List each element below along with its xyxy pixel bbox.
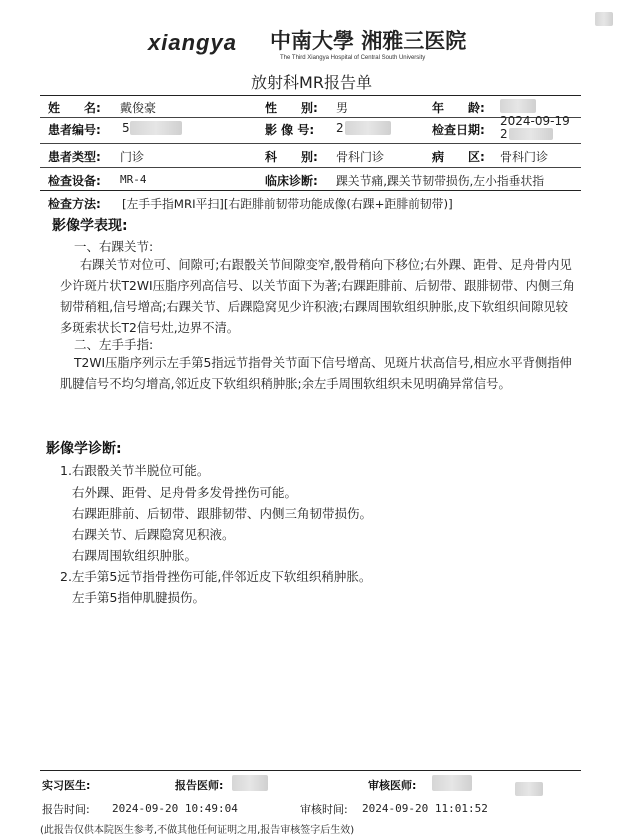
findings-paragraph-right-ankle: 右踝关节对位可、间隙可;右跟骰关节间隙变窄,骰骨稍向下移位;右外踝、距骨、足舟骨内见少许斑片状T2WI压脂序列高信号、以关节面下为著;右踝距腓前、后韧带、跟腓韧带、内侧三角韧带稍粗,信号增高;右踝关节、后踝隐窝见少许积液;右踝周围软组织肿胀,皮下软组织间隙见较多斑索状长T2信号灶,边界不清。 <box>60 258 575 335</box>
findings-section-right-ankle: 一、右踝关节: <box>74 239 154 254</box>
findings-title: 影像学表现: <box>52 218 128 234</box>
hospital-logo-cn: 中南大學 湘雅三医院 <box>270 28 467 53</box>
patient-id-value: 5 <box>122 121 130 135</box>
review-time-label: 审核时间: <box>300 803 348 816</box>
exam-time-redacted <box>509 128 553 140</box>
image-no-value: 2 <box>336 121 344 135</box>
exam-method-value: [左手手指MRI平扫][右距腓前韧带功能成像(右踝+距腓前韧带)] <box>122 197 453 211</box>
diagnosis-line: 右踝距腓前、后韧带、跟腓韧带、内侧三角韧带损伤。 <box>72 506 373 521</box>
report-time-value: 2024-09-20 10:49:04 <box>112 802 238 815</box>
age-label: 年 龄: <box>432 101 485 115</box>
footer-divider <box>40 770 581 771</box>
patient-id-redacted <box>130 121 182 135</box>
diagnosis-line: 左手第5指伸肌腱损伤。 <box>72 590 205 605</box>
ward-value: 骨科门诊 <box>500 150 549 164</box>
reporter-label: 报告医师: <box>175 779 224 792</box>
image-no-redacted <box>345 121 391 135</box>
reviewer-signature-redacted <box>432 775 472 791</box>
exam-method-label: 检查方法: <box>48 197 101 211</box>
patient-type-label: 患者类型: <box>48 150 101 164</box>
clinical-diagnosis-label: 临床诊断: <box>265 174 318 188</box>
hospital-logo-en: xiangya <box>148 30 237 55</box>
exam-date-value: 2024-09-19 <box>500 114 570 128</box>
exam-date-label: 检查日期: <box>432 123 485 137</box>
exam-time-value: 2 <box>500 127 508 141</box>
diagnosis-line: 右外踝、距骨、足舟骨多发骨挫伤可能。 <box>72 485 298 500</box>
hospital-logo-subtitle: The Third Xiangya Hospital of Central South University <box>280 55 426 61</box>
stamp-redacted <box>515 782 543 796</box>
device-value: MR-4 <box>120 173 147 186</box>
findings-paragraph-left-finger: T2WI压脂序列示左手第5指远节指骨关节面下信号增高、见斑片状高信号,相应水平背侧指伸肌腱信号不均匀增高,邻近皮下软组织稍肿胀;余左手周围软组织未见明确异常信号。 <box>60 356 572 391</box>
diagnosis-line: 右踝周围软组织肿胀。 <box>72 548 198 563</box>
patient-id-label: 患者编号: <box>48 123 101 137</box>
age-value-redacted <box>500 99 536 113</box>
redacted-corner <box>595 12 613 26</box>
reviewer-label: 审核医师: <box>368 779 417 792</box>
info-divider <box>40 190 581 191</box>
diagnosis-title: 影像学诊断: <box>46 441 122 457</box>
image-no-label: 影 像 号: <box>265 123 315 137</box>
clinical-diagnosis-value: 踝关节痛,踝关节韧带损伤,左小指垂状指 <box>336 174 545 188</box>
name-label: 姓 名: <box>48 101 101 115</box>
findings-section-left-finger: 二、左手手指: <box>74 337 154 352</box>
patient-type-value: 门诊 <box>120 150 145 164</box>
report-title: 放射科MR报告单 <box>251 73 372 92</box>
intern-label: 实习医生: <box>42 779 91 792</box>
report-time-label: 报告时间: <box>42 803 90 816</box>
name-value: 戴俊豪 <box>120 101 157 115</box>
reporter-signature-redacted <box>232 775 268 791</box>
diagnosis-line: 2.左手第5远节指骨挫伤可能,伴邻近皮下软组织稍肿胀。 <box>60 569 372 584</box>
department-label: 科 别: <box>265 150 318 164</box>
row-divider <box>40 167 581 168</box>
review-time-value: 2024-09-20 11:01:52 <box>362 802 488 815</box>
sex-label: 性 别: <box>265 101 318 115</box>
disclaimer-note: (此报告仅供本院医生参考,不做其他任何证明之用,报告审核签字后生效) <box>40 825 355 836</box>
row-divider <box>40 143 581 144</box>
sex-value: 男 <box>336 101 349 115</box>
diagnosis-line: 右踝关节、后踝隐窝见积液。 <box>72 527 235 542</box>
diagnosis-line: 1.右跟骰关节半脱位可能。 <box>60 463 210 478</box>
department-value: 骨科门诊 <box>336 150 385 164</box>
device-label: 检查设备: <box>48 174 101 188</box>
header-divider <box>40 95 581 96</box>
ward-label: 病 区: <box>432 150 485 164</box>
